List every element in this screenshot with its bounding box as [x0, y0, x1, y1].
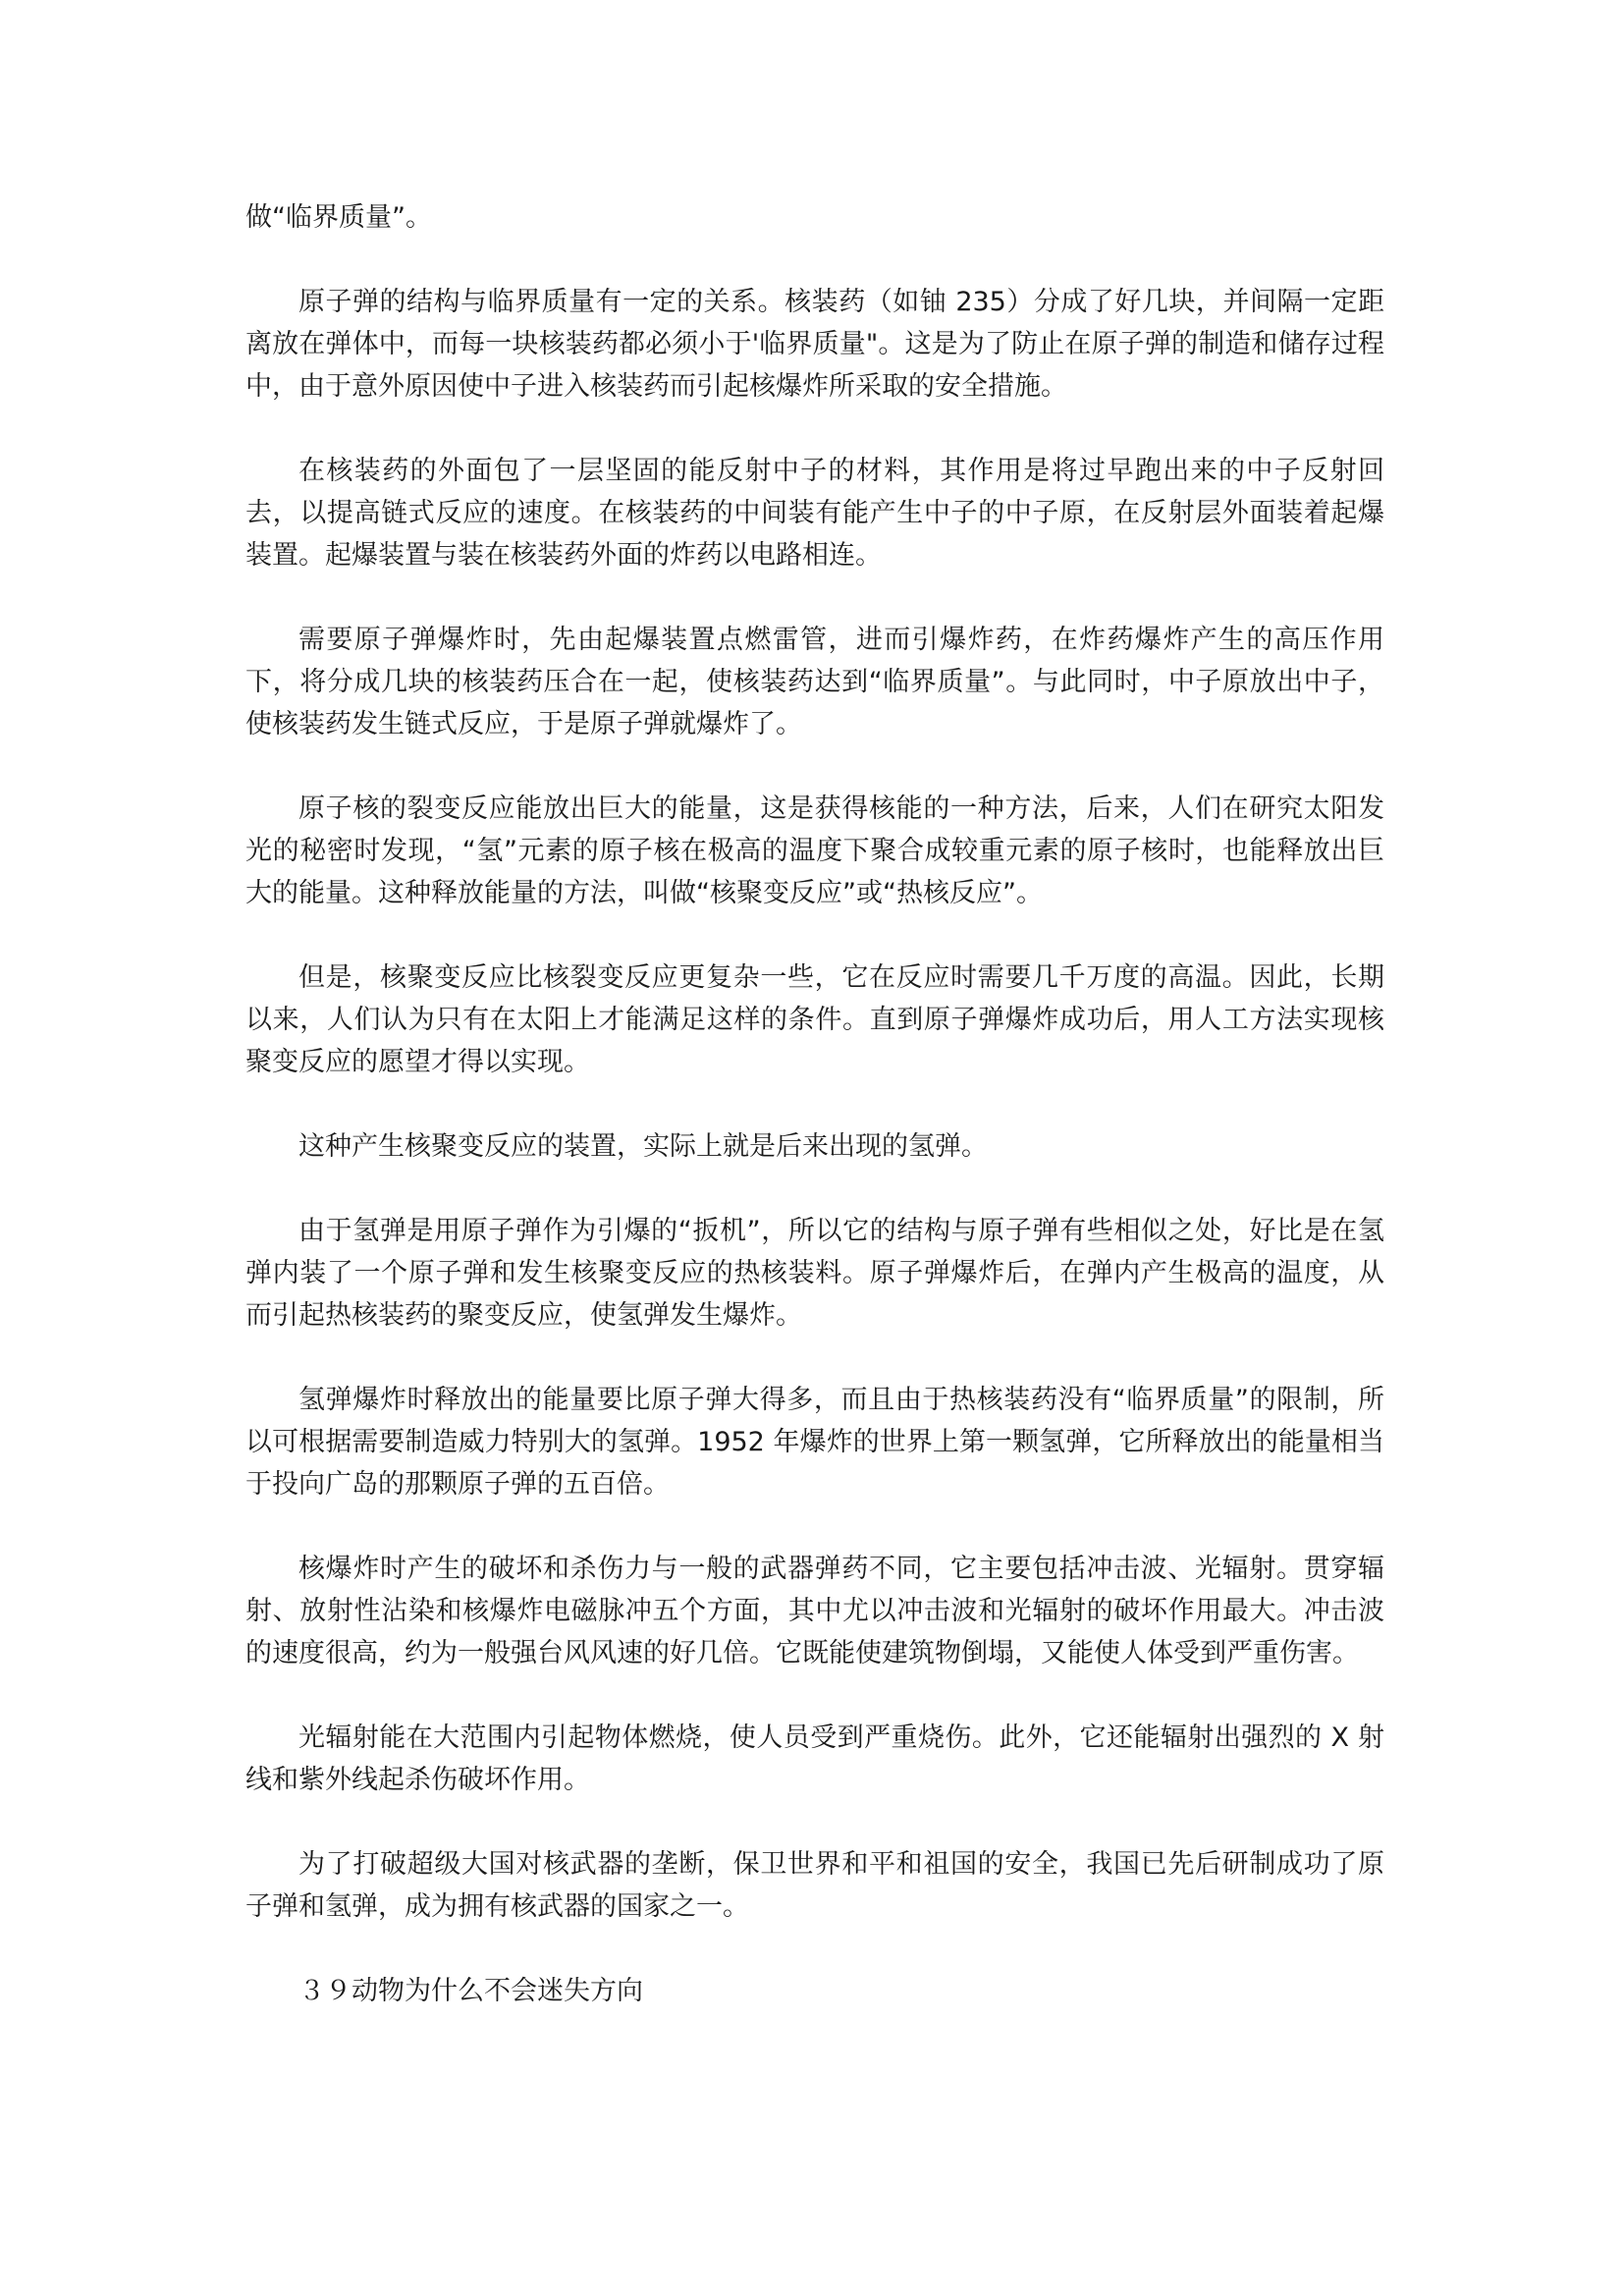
paragraph-1: 做“临界质量”。: [245, 202, 432, 233]
paragraph-4: 需要原子弹爆炸时，先由起爆装置点燃雷管，进而引爆炸药，在炸药爆炸产生的高压作用下，将分成几块的核装药压合在一起，使核装药达到“临界质量”。与此同时，中子原放出中子，使核装药发生链式反应，于是原子弹就爆炸了。: [245, 625, 1384, 739]
paragraph-6: 但是，核聚变反应比核裂变反应更复杂一些，它在反应时需要几千万度的高温。因此，长期以来，人们认为只有在太阳上才能满足这样的条件。直到原子弹爆炸成功后，用人工方法实现核聚变反应的愿望才得以实现。: [245, 962, 1384, 1077]
next-section-heading: ３９动物为什么不会迷失方向: [298, 1976, 643, 2006]
paragraph-11: 光辐射能在大范围内引起物体燃烧，使人员受到严重烧伤。此外，它还能辐射出强烈的 X 射线和紫外线起杀伤破坏作用。: [245, 1722, 1384, 1795]
paragraph-3: 在核装药的外面包了一层坚固的能反射中子的材料，其作用是将过早跑出来的中子反射回去，以提高链式反应的速度。在核装药的中间装有能产生中子的中子原，在反射层外面装着起爆装置。起爆装置与装在核装药外面的炸药以电路相连。: [245, 456, 1384, 571]
paragraph-7: 这种产生核聚变反应的装置，实际上就是后来出现的氢弹。: [298, 1131, 988, 1162]
paragraph-9: 氢弹爆炸时释放出的能量要比原子弹大得多，而且由于热核装药没有“临界质量”的限制，所以可根据需要制造威力特别大的氢弹。1952 年爆炸的世界上第一颗氢弹，它所释放出的能量相当于投向广岛的那颗原子弹的五百倍。: [245, 1385, 1384, 1500]
document-body: [245, 196, 1384, 2012]
paragraph-8: 由于氢弹是用原子弹作为引爆的“扳机”，所以它的结构与原子弹有些相似之处，好比是在氢弹内装了一个原子弹和发生核聚变反应的热核装料。原子弹爆炸后，在弹内产生极高的温度，从而引起热核装药的聚变反应，使氢弹发生爆炸。: [245, 1216, 1384, 1331]
paragraph-2: 原子弹的结构与临界质量有一定的关系。核装药（如铀 235）分成了好几块，并间隔一定距离放在弹体中，而每一块核装药都必须小于'临界质量"。这是为了防止在原子弹的制造和储存过程中，由于意外原因使中子进入核装药而引起核爆炸所采取的安全措施。: [245, 287, 1384, 402]
paragraph-5: 原子核的裂变反应能放出巨大的能量，这是获得核能的一种方法，后来，人们在研究太阳发光的秘密时发现，“氢”元素的原子核在极高的温度下聚合成较重元素的原子核时，也能释放出巨大的能量。这种释放能量的方法，叫做“核聚变反应”或“热核反应”。: [245, 793, 1384, 908]
paragraph-10: 核爆炸时产生的破坏和杀伤力与一般的武器弹药不同，它主要包括冲击波、光辐射。贯穿辐射、放射性沾染和核爆炸电磁脉冲五个方面，其中尤以冲击波和光辐射的破坏作用最大。冲击波的速度很高，约为一般强台风风速的好几倍。它既能使建筑物倒塌，又能使人体受到严重伤害。: [245, 1554, 1384, 1668]
paragraph-12: 为了打破超级大国对核武器的垄断，保卫世界和平和祖国的安全，我国已先后研制成功了原子弹和氢弹，成为拥有核武器的国家之一。: [245, 1849, 1384, 1922]
